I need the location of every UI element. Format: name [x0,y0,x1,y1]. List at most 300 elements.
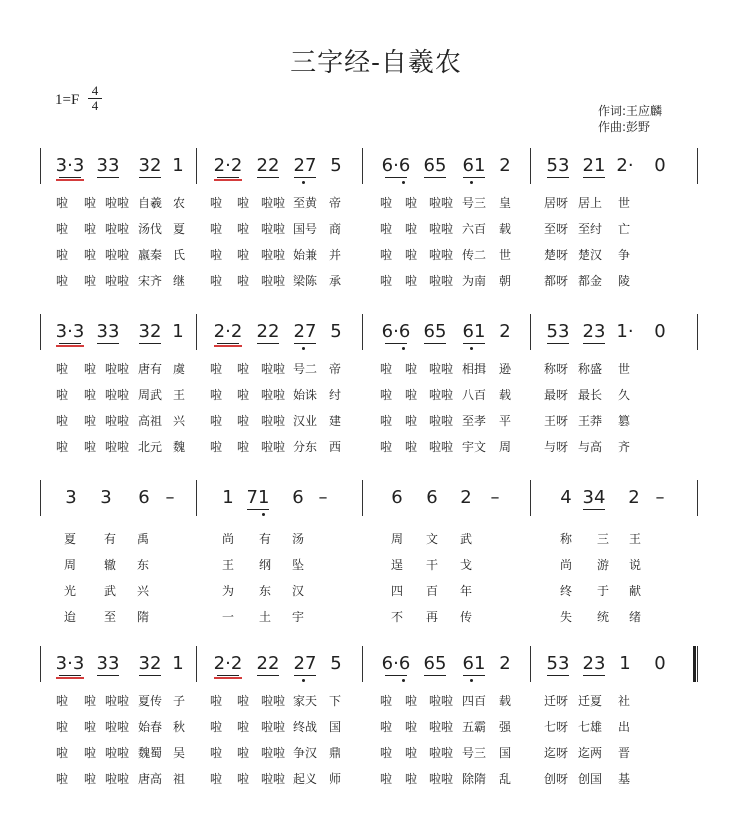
lyric-syllable: 建 [328,414,342,428]
note-beam [385,177,407,178]
lyric-syllable: 啦啦 [428,274,454,288]
note-beam [217,177,239,178]
bar-line [362,480,363,516]
note-beam [294,343,316,344]
lyric-syllable: 啦 [209,362,223,376]
note-beam [97,675,119,676]
lyric-syllable: 国 [498,746,512,760]
note-beam [217,675,239,676]
low-octave-dot [302,181,305,184]
bar-line [362,646,363,682]
lyric-syllable: 啦 [83,222,97,236]
lyric-syllable: 除隋 [461,772,487,786]
note: 3 [100,487,112,508]
lyric-syllable: 帝 [328,362,342,376]
accent-line [56,179,84,181]
lyric-syllable: 啦 [83,746,97,760]
lyric-syllable: 继 [172,274,186,288]
lyric-syllable: 啦 [55,772,69,786]
lyric-syllable: 啦啦 [260,414,286,428]
time-signature [88,84,102,113]
lyric-syllable: 周 [63,558,77,572]
lyric-syllable: 楚呀 [543,248,569,262]
lyric-syllable: 啦 [83,388,97,402]
lyric-syllable: 啦 [379,274,393,288]
note: 1 [222,487,234,508]
note-beam [294,177,316,178]
lyric-syllable: 祖 [172,772,186,786]
lyric-syllable: 啦 [83,248,97,262]
lyric-syllable: 啦 [236,746,250,760]
note: 1· [616,321,634,342]
lyric-syllable: 于 [596,584,610,598]
lyric-syllable: 游 [596,558,610,572]
note: 33 [96,653,120,674]
low-octave-dot [302,679,305,682]
note: – [318,487,328,508]
lyric-syllable: 啦 [379,414,393,428]
lyric-syllable: 啦 [209,414,223,428]
note-beam [583,675,605,676]
lyric-syllable: 啦 [236,248,250,262]
lyric-syllable: 三 [596,532,610,546]
low-octave-dot [402,181,405,184]
lyric-syllable: 干 [425,558,439,572]
lyric-syllable: 啦 [404,414,418,428]
lyric-syllable: 师 [328,772,342,786]
lyric-syllable: 啦 [209,440,223,454]
lyric-syllable: 啦啦 [104,274,130,288]
lyric-syllable: 逞 [390,558,404,572]
lyric-syllable: 逊 [498,362,512,376]
lyric-syllable: 啦啦 [428,362,454,376]
lyric-syllable: 啦啦 [428,222,454,236]
lyric-syllable: 啦 [404,746,418,760]
lyric-syllable: 啦啦 [260,720,286,734]
lyric-syllable: 最呀 [543,388,569,402]
note: 1 [172,155,184,176]
note: 2· [616,155,634,176]
bar-line [40,314,41,350]
lyric-syllable: 啦 [83,720,97,734]
lyric-syllable: 居上 [577,196,603,210]
note: 3·3 [55,321,85,342]
lyric-syllable: 啦啦 [104,772,130,786]
note: 6·6 [381,653,411,674]
lyric-syllable: 啦啦 [428,746,454,760]
lyric-syllable: 高祖 [137,414,163,428]
lyric-syllable: 始春 [137,720,163,734]
lyric-syllable: 啦 [209,222,223,236]
lyric-syllable: 相揖 [461,362,487,376]
lyric-syllable: 啦 [379,248,393,262]
bar-line [530,148,531,184]
bar-line [697,646,698,682]
note: 23 [582,653,606,674]
lyric-syllable: 啦 [379,196,393,210]
lyric-syllable: 啦啦 [260,222,286,236]
lyric-syllable: 尚 [221,532,235,546]
bar-line [40,480,41,516]
lyric-syllable: 称呀 [543,362,569,376]
note: – [655,487,665,508]
lyric-syllable: 啦啦 [260,772,286,786]
low-octave-dot [402,347,405,350]
lyric-syllable: 啦 [55,694,69,708]
lyric-syllable: 啦啦 [260,746,286,760]
lyric-syllable: 载 [498,388,512,402]
note: 2·2 [213,653,243,674]
lyric-syllable: 说 [628,558,642,572]
lyric-syllable: 啦啦 [428,694,454,708]
lyric-syllable: 啦 [404,694,418,708]
lyric-syllable: 周武 [137,388,163,402]
lyric-syllable: 载 [498,222,512,236]
lyric-syllable: 楚汉 [577,248,603,262]
lyric-syllable: 子 [172,694,186,708]
lyric-syllable: 世 [617,196,631,210]
lyric-syllable: 纣 [328,388,342,402]
lyric-syllable: 啦 [55,388,69,402]
lyric-syllable: 武 [459,532,473,546]
lyric-syllable: 啦 [209,274,223,288]
lyric-syllable: 至孝 [461,414,487,428]
lyric-syllable: 宋齐 [137,274,163,288]
lyric-syllable: 啦 [236,388,250,402]
lyric-syllable: 统 [596,610,610,624]
note-beam [294,675,316,676]
lyric-syllable: 夏 [172,222,186,236]
note: 65 [423,321,447,342]
lyric-syllable: 啦啦 [428,414,454,428]
bar-line [697,314,698,350]
lyric-syllable: 居呀 [543,196,569,210]
lyric-syllable: 陵 [617,274,631,288]
low-octave-dot [262,513,265,516]
note: 0 [654,653,666,674]
lyric-syllable: 王 [172,388,186,402]
lyric-syllable: 啦 [236,720,250,734]
lyric-syllable: 啦 [236,196,250,210]
note: 2·2 [213,321,243,342]
lyric-syllable: 文 [425,532,439,546]
lyric-syllable: 创呀 [543,772,569,786]
note: 53 [546,321,570,342]
note: 2 [499,155,511,176]
lyric-syllable: 啦 [83,440,97,454]
lyric-syllable: 宇文 [461,440,487,454]
accent-line [56,345,84,347]
note: 27 [293,155,317,176]
lyric-syllable: 啦 [209,772,223,786]
note: 61 [462,321,486,342]
note-beam [463,343,485,344]
lyric-syllable: 坠 [291,558,305,572]
note: 2 [499,321,511,342]
note: 1 [172,653,184,674]
lyric-syllable: 梁陈 [292,274,318,288]
lyric-syllable: 商 [328,222,342,236]
lyric-syllable: 东 [258,584,272,598]
note-beam [547,675,569,676]
lyric-syllable: 迄两 [577,746,603,760]
low-octave-dot [302,347,305,350]
lyric-syllable: 啦 [379,772,393,786]
lyric-syllable: 啦 [83,694,97,708]
bar-line [196,646,197,682]
lyric-syllable: 农 [172,196,186,210]
lyric-syllable: 唐有 [137,362,163,376]
lyric-syllable: 齐 [617,440,631,454]
lyric-syllable: 啦 [404,440,418,454]
lyric-syllable: 传 [459,610,473,624]
time-signature-top: 4 [91,83,99,98]
lyric-syllable: 出 [617,720,631,734]
lyric-syllable: 啦啦 [260,274,286,288]
lyric-syllable: 啦 [236,772,250,786]
lyric-syllable: 啦 [209,248,223,262]
lyric-syllable: 东 [136,558,150,572]
lyric-syllable: 啦 [209,720,223,734]
lyric-syllable: 争 [617,248,631,262]
lyric-syllable: 啦啦 [104,720,130,734]
lyric-syllable: 啦 [83,772,97,786]
key-signature: 1=F [55,92,80,108]
note: 33 [96,321,120,342]
lyric-syllable: 分东 [292,440,318,454]
lyric-syllable: 啦 [55,196,69,210]
lyric-syllable: 啦 [404,388,418,402]
lyric-syllable: 年 [459,584,473,598]
lyric-syllable: 载 [498,694,512,708]
bar-line [40,148,41,184]
lyric-syllable: 啦 [379,222,393,236]
note: 53 [546,653,570,674]
lyric-syllable: 始诛 [292,388,318,402]
bar-line [196,314,197,350]
lyric-syllable: 最长 [577,388,603,402]
lyric-syllable: 王莽 [577,414,603,428]
lyric-syllable: 国 [328,720,342,734]
bar-line [196,148,197,184]
note: 22 [256,321,280,342]
note: 32 [138,155,162,176]
lyric-syllable: 啦啦 [260,694,286,708]
note-beam [257,343,279,344]
lyric-syllable: 啦啦 [104,414,130,428]
note-beam [139,177,161,178]
lyric-syllable: 周 [390,532,404,546]
lyric-syllable: 啦 [404,772,418,786]
lyric-syllable: 啦 [236,414,250,428]
note-beam [583,509,605,510]
note: 5 [330,155,342,176]
note-beam [583,177,605,178]
lyric-syllable: 啦 [209,694,223,708]
lyric-syllable: 啦啦 [104,440,130,454]
note: 6 [138,487,150,508]
lyric-syllable: 号三 [461,746,487,760]
lyric-syllable: 啦啦 [428,720,454,734]
lyric-syllable: 鼎 [328,746,342,760]
lyric-syllable: 啦 [236,222,250,236]
lyric-syllable: 都金 [577,274,603,288]
lyric-syllable: 献 [628,584,642,598]
lyric-syllable: 夏 [63,532,77,546]
lyric-syllable: 啦 [404,196,418,210]
lyric-syllable: 啦 [404,248,418,262]
lyric-syllable: 啦 [55,248,69,262]
lyric-syllable: 啦 [55,362,69,376]
lyric-syllable: 绪 [628,610,642,624]
low-octave-dot [470,181,473,184]
bar-line [362,148,363,184]
note-beam [139,675,161,676]
lyric-syllable: 嬴秦 [137,248,163,262]
note-beam [385,675,407,676]
lyric-syllable: 百 [425,584,439,598]
note: 4 [560,487,572,508]
lyric-syllable: 周 [498,440,512,454]
note: 65 [423,155,447,176]
lyric-syllable: 啦啦 [260,362,286,376]
lyric-syllable: 号二 [292,362,318,376]
lyric-syllable: 纲 [258,558,272,572]
note: 3·3 [55,653,85,674]
song-title: 三字经-自羲农 [290,48,462,78]
lyric-syllable: 再 [425,610,439,624]
note: 1 [172,321,184,342]
low-octave-dot [470,347,473,350]
lyric-syllable: 亡 [617,222,631,236]
lyric-syllable: 啦啦 [260,388,286,402]
lyric-syllable: 号三 [461,196,487,210]
note: 0 [654,155,666,176]
lyric-syllable: 至呀 [543,222,569,236]
lyric-syllable: 啦 [83,414,97,428]
note: 61 [462,653,486,674]
lyric-syllable: 强 [498,720,512,734]
note: 2 [628,487,640,508]
lyric-syllable: 迁呀 [543,694,569,708]
lyric-syllable: 啦 [236,362,250,376]
note: 32 [138,321,162,342]
note: 71 [246,487,270,508]
bar-line [196,480,197,516]
lyric-syllable: 创国 [577,772,603,786]
note: 6 [292,487,304,508]
note: 0 [654,321,666,342]
note-beam [424,675,446,676]
note: 2·2 [213,155,243,176]
lyric-syllable: 啦 [379,362,393,376]
lyric-syllable: 啦 [55,440,69,454]
lyric-syllable: 啦 [83,196,97,210]
note-beam [59,177,81,178]
lyric-syllable: 汉业 [292,414,318,428]
note: 22 [256,653,280,674]
note: 61 [462,155,486,176]
lyric-syllable: 啦 [209,196,223,210]
lyric-syllable: 承 [328,274,342,288]
lyric-syllable: 辙 [103,558,117,572]
lyric-syllable: 啦啦 [104,196,130,210]
note-beam [139,343,161,344]
lyric-syllable: 七呀 [543,720,569,734]
note: 5 [330,653,342,674]
lyric-syllable: 兴 [136,584,150,598]
note-beam [583,343,605,344]
note: 33 [96,155,120,176]
bar-line [697,148,698,184]
lyric-syllable: 篡 [617,414,631,428]
accent-line [214,677,242,679]
lyric-syllable: 氏 [172,248,186,262]
lyric-syllable: 啦 [379,720,393,734]
note: 6·6 [381,321,411,342]
lyric-syllable: 啦啦 [428,772,454,786]
lyric-syllable: 都呀 [543,274,569,288]
lyric-syllable: 六百 [461,222,487,236]
lyric-syllable: 光 [63,584,77,598]
lyric-syllable: 汤伐 [137,222,163,236]
note-beam [547,177,569,178]
lyric-syllable: 戈 [459,558,473,572]
accent-line [214,345,242,347]
note: 6 [391,487,403,508]
note-beam [257,675,279,676]
lyric-syllable: 唐高 [137,772,163,786]
note: 53 [546,155,570,176]
note: 3·3 [55,155,85,176]
lyric-syllable: 失 [559,610,573,624]
note: 1 [619,653,631,674]
lyric-syllable: 啦啦 [104,248,130,262]
lyric-syllable: 啦啦 [104,222,130,236]
lyric-syllable: 啦 [83,362,97,376]
note: 65 [423,653,447,674]
lyric-syllable: 啦 [209,388,223,402]
lyric-syllable: 啦啦 [104,388,130,402]
note: 2 [499,653,511,674]
lyric-syllable: 王 [221,558,235,572]
note-beam [385,343,407,344]
note-beam [97,177,119,178]
lyric-syllable: 与高 [577,440,603,454]
lyric-syllable: 并 [328,248,342,262]
note: 27 [293,321,317,342]
time-signature-bottom: 4 [88,98,102,113]
note: 32 [138,653,162,674]
lyric-syllable: 与呀 [543,440,569,454]
lyric-syllable: 世 [617,362,631,376]
note-beam [463,177,485,178]
composer-credit: 作曲:彭野 [598,120,651,134]
lyric-syllable: 宇 [291,610,305,624]
note-beam [217,343,239,344]
lyric-syllable: 迄呀 [543,746,569,760]
lyric-syllable: 八百 [461,388,487,402]
lyric-syllable: 不 [390,610,404,624]
lyric-syllable: 下 [328,694,342,708]
lyric-syllable: 晋 [617,746,631,760]
lyric-syllable: 有 [103,532,117,546]
lyric-syllable: 啦 [379,746,393,760]
lyric-syllable: 为南 [461,274,487,288]
lyric-syllable: 啦 [404,274,418,288]
lyric-syllable: 平 [498,414,512,428]
note: 27 [293,653,317,674]
